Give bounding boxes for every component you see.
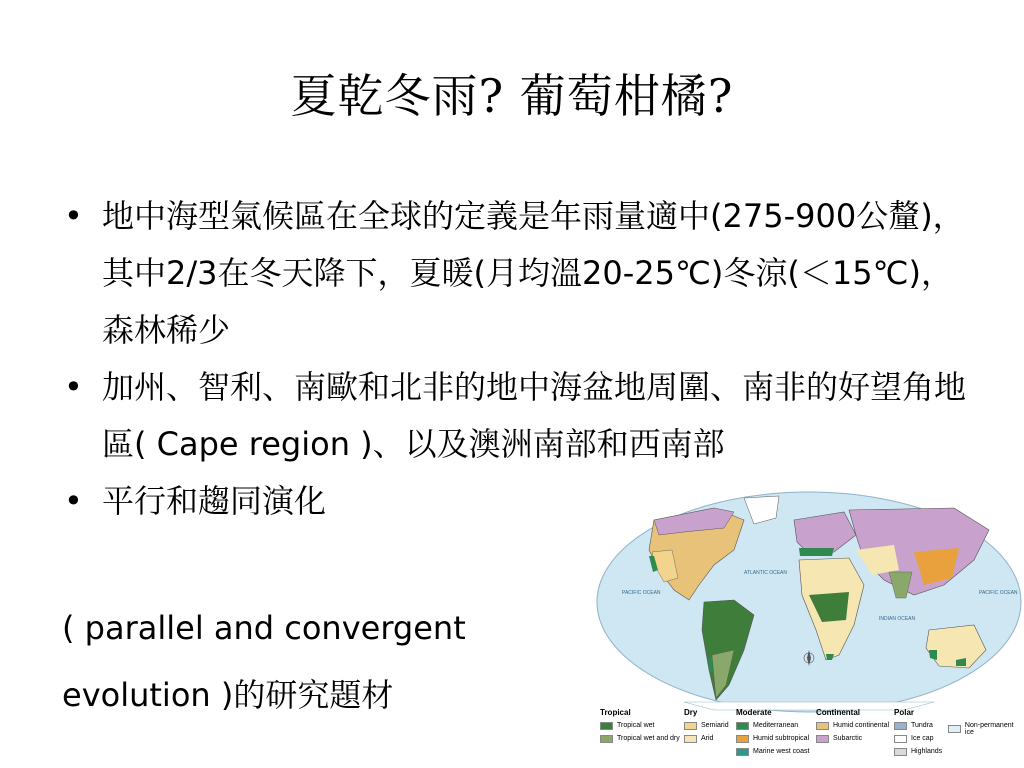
legend-item <box>684 732 729 745</box>
ocean-label: ATLANTIC OCEAN <box>744 570 787 576</box>
legend-swatch <box>736 735 749 743</box>
legend-label: Subarctic <box>833 735 863 742</box>
legend-label: Tropical wet and dry <box>617 735 680 742</box>
legend-group-dry <box>684 708 729 745</box>
legend-swatch <box>894 748 907 756</box>
legend-heading: Polar <box>894 708 915 717</box>
europe-south-mediterranean <box>799 548 834 556</box>
legend-swatch <box>894 735 907 743</box>
bullet-item: • 平行和趨同演化 <box>62 473 967 530</box>
legend-swatch <box>736 722 749 730</box>
legend-group-polar <box>894 708 942 758</box>
legend-group-continental <box>816 708 889 745</box>
bullet-item: • 加州、智利、南歐和北非的地中海盆地周圍、南非的好望角地區( Cape region )、以及澳洲南部和西南部 <box>62 359 967 473</box>
legend-item <box>736 719 809 732</box>
legend-swatch <box>816 722 829 730</box>
ocean-label: PACIFIC OCEAN <box>979 590 1018 596</box>
legend-label: Tropical wet <box>617 722 655 729</box>
legend-swatch <box>684 722 697 730</box>
legend-swatch <box>684 735 697 743</box>
legend-label: Tundra <box>911 722 933 729</box>
body-paragraph: ( parallel and convergent <box>62 609 466 647</box>
legend-heading: Tropical <box>600 708 631 717</box>
legend-item <box>736 745 809 758</box>
legend-item <box>948 722 1024 735</box>
slide-title: 夏乾冬雨? 葡萄柑橘? <box>290 69 734 123</box>
legend-swatch <box>600 722 613 730</box>
legend-item <box>894 732 942 745</box>
legend-label: Ice cap <box>911 735 934 742</box>
legend-label: Semiarid <box>701 722 729 729</box>
bullet-list <box>62 188 967 530</box>
legend-label: Humid continental <box>833 722 890 729</box>
legend-label: Marine west coast <box>753 748 810 755</box>
legend-label: Arid <box>701 735 714 742</box>
legend-item <box>894 745 942 758</box>
legend-group-extra <box>948 722 1024 735</box>
legend-label: Highlands <box>911 748 943 755</box>
legend-item <box>816 719 889 732</box>
legend-item <box>600 719 680 732</box>
legend-heading: Continental <box>816 708 860 717</box>
legend-label: Humid subtropical <box>753 735 810 742</box>
legend-item <box>894 719 942 732</box>
legend-swatch <box>894 722 907 730</box>
map-legend <box>596 708 1024 768</box>
legend-label: Non-permanent ice <box>964 721 1014 736</box>
legend-heading: Dry <box>684 708 698 717</box>
legend-swatch <box>816 735 829 743</box>
body-paragraph: evolution )的研究題材 <box>62 676 394 714</box>
legend-item <box>736 732 809 745</box>
legend-heading: Moderate <box>736 708 772 717</box>
legend-swatch <box>736 748 749 756</box>
legend-item <box>600 732 680 745</box>
legend-swatch <box>948 725 961 733</box>
ocean-label: INDIAN OCEAN <box>879 616 916 622</box>
legend-group-moderate <box>736 708 809 758</box>
ocean-label: PACIFIC OCEAN <box>622 590 661 596</box>
legend-label: Mediterranean <box>753 722 799 729</box>
legend-group-tropical <box>600 708 680 745</box>
bullet-item: • 地中海型氣候區在全球的定義是年雨量適中(275-900公釐)，其中2/3在冬天降下，夏暖(月均溫20-25℃)冬涼(＜15℃)，森林稀少 <box>62 188 967 359</box>
legend-item <box>684 719 729 732</box>
legend-item <box>816 732 889 745</box>
legend-swatch <box>600 735 613 743</box>
